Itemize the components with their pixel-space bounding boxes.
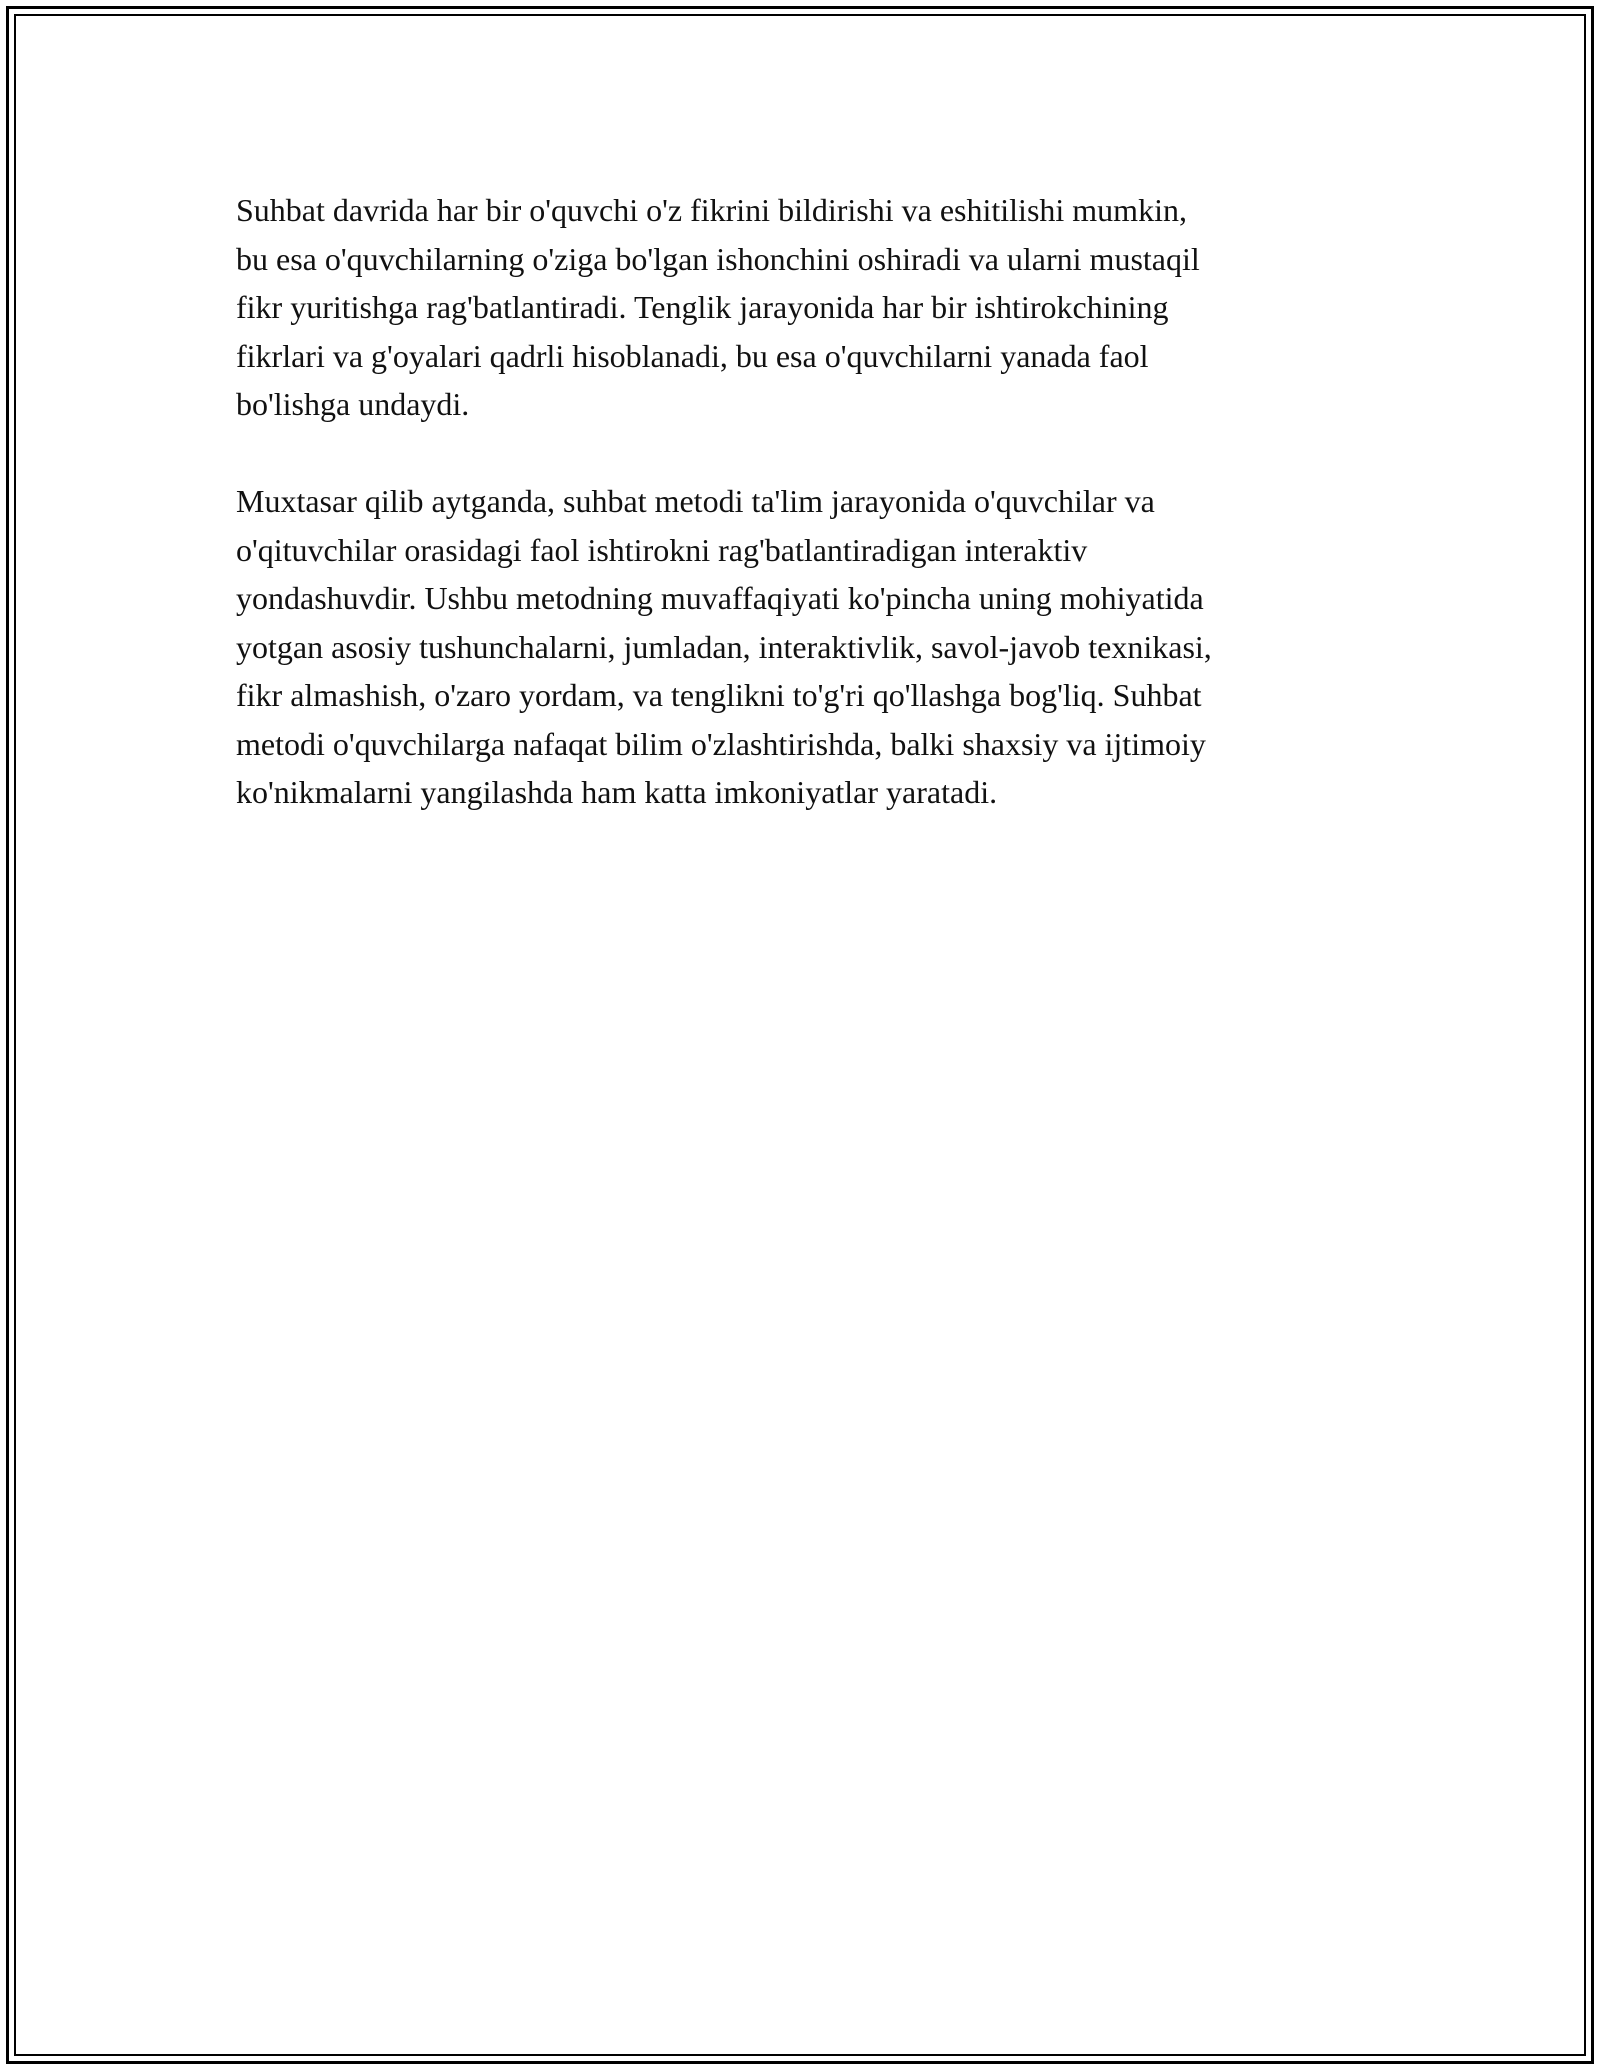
paragraph-2: Muxtasar qilib aytganda, suhbat metodi ta'lim jarayonida o'quvchilar va o'qituvchilar orasidagi faol ishtirokni rag'batlantiradigan interaktiv yondashuvdir. Ushbu metodning muvaffaqiyati ko'pincha uning mohiyatida yotgan asosiy tushunchalarni, jumladan, interaktivlik, savol-javob texnikasi, fikr almashish, o'zaro yordam, va tenglikni to'g'ri qo'llashga bog'liq. Suhbat metodi o'quvchilarga nafaqat bilim o'zlashtirishda, balki shaxsiy va ijtimoiy ko'nikmalarni yangilashda ham katta imkoniyatlar yaratadi. bbox=[236, 483, 1212, 810]
document-body bbox=[236, 186, 1364, 817]
paragraph-1: Suhbat davrida har bir o'quvchi o'z fikrini bildirishi va eshitilishi mumkin, bu esa o'quvchilarning o'ziga bo'lgan ishonchini oshiradi va ularni mustaqil fikr yuritishga rag'batlantiradi. Tenglik jarayonida har bir ishtirokchining fikrlari va g'oyalari qadrli hisoblanadi, bu esa o'quvchilarni yanada faol bo'lishga undaydi. bbox=[236, 192, 1200, 422]
